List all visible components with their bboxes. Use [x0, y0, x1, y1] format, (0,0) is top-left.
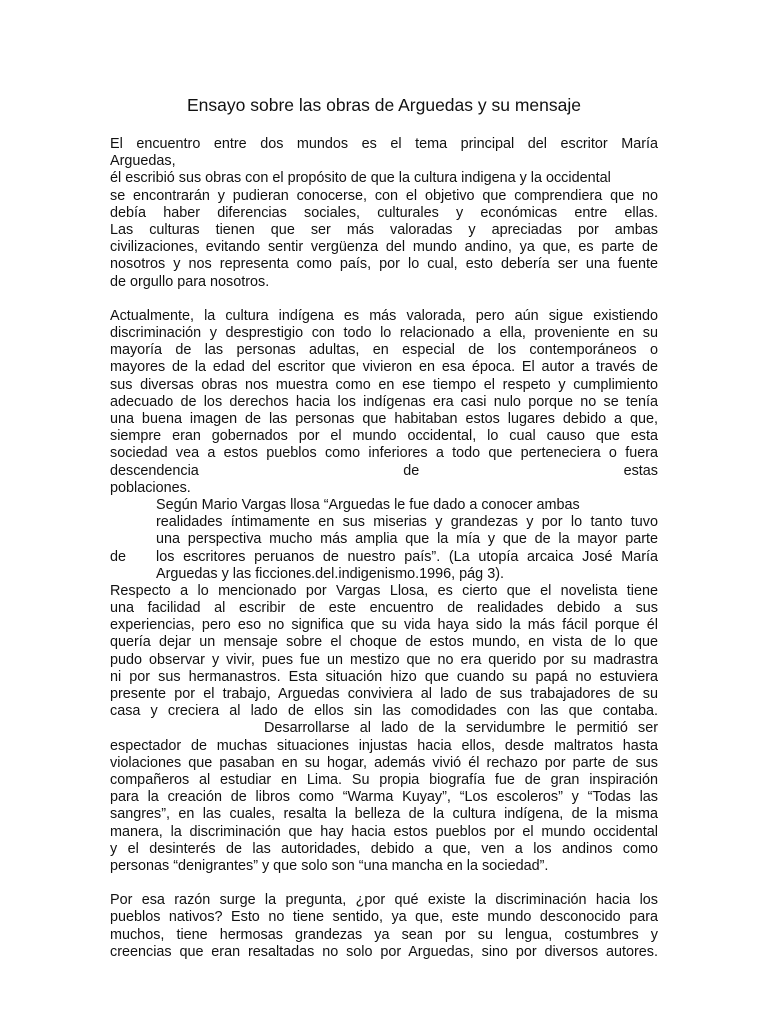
text-line: y el desinterés de las autoridades, debido a que, ven a los andinos como — [110, 840, 658, 857]
text-line: Arguedas y las ficciones.del.indigenismo.1996, pág 3). — [156, 565, 504, 582]
text-line: sangres”, en las cuales, resalta la belleza de la cultura indígena, de la misma — [110, 806, 658, 823]
text-line-prefix: de — [110, 548, 127, 565]
text-line: realidades íntimamente en sus miserias y grandezas y por lo tanto tuvo — [156, 514, 658, 531]
text-line: una perspectiva mucho más amplia que la mía y que de la mayor parte — [156, 531, 658, 548]
text-line: Desarrollarse al lado de la servidumbre le permitió ser — [264, 720, 658, 737]
paragraph-gap — [110, 875, 658, 892]
document-body — [110, 136, 658, 961]
text-line: manera, la discriminación que hay hacia estos pueblos por el mundo occidental — [110, 823, 658, 840]
text-line: presente por el trabajo, Arguedas conviviera al lado de sus trabajadores de su — [110, 686, 658, 702]
text-line: experiencias, pero eso no significa que su vida haya sido la más fácil porque él — [110, 617, 658, 634]
text-line: Actualmente, la cultura indígena es más valorada, pero aún sigue existiendo — [110, 307, 658, 324]
text-line: creencias que eran resaltadas no solo por Arguedas, sino por diversos autores. — [110, 943, 658, 960]
text-line: se encontrarán y pudieran conocerse, con el objetivo que comprendiera que no — [110, 187, 658, 204]
text-line: Las culturas tienen que ser más valoradas y apreciadas por ambas — [110, 221, 658, 238]
text-line: muchos, tiene hermosas grandezas ya sean por su lengua, costumbres y — [110, 926, 658, 943]
text-line: siempre eran gobernados por el mundo occidental, lo cual causo que esta — [110, 428, 658, 445]
text-line: discriminación y desprestigio con todo lo relacionado a ella, proveniente en su — [110, 325, 658, 342]
text-line: ni por sus hermanastros. Esta situación hizo que cuando su papá no estuviera — [110, 668, 658, 685]
text-line: sociedad vea a estos pueblos como inferiores a todo que perteneciera o fuera — [110, 445, 658, 462]
text-line: personas “denigrantes” y que solo son “una mancha en la sociedad”. — [110, 857, 549, 874]
text-line: quería dejar un mensaje sobre el choque de estos mundo, en vista de lo que — [110, 634, 658, 651]
text-line: El encuentro entre dos mundos es el tema principal del escritor María — [110, 136, 658, 152]
text-line: para la creación de libros como “Warma Kuyay”, “Los escoleros” y “Todas las — [110, 789, 658, 806]
text-line: descendencia de estas — [110, 462, 658, 479]
text-line: espectador de muchas situaciones injustas hacia ellos, desde maltratos hasta — [110, 737, 658, 754]
paragraph-gap — [110, 291, 658, 308]
text-line: una buena imagen de las personas que habitaban estos lugares debido a que, — [110, 411, 658, 427]
text-line: compañeros al estudiar en Lima. Su propia biografía fue de gran inspiración — [110, 771, 658, 788]
text-line: Por esa razón surge la pregunta, ¿por qué existe la discriminación hacia los — [110, 892, 658, 909]
text-line: pueblos nativos? Esto no tiene sentido, ya que, este mundo desconocido para — [110, 909, 658, 926]
text-line: casa y creciera al lado de ellos sin las comodidades con las que contaba. — [110, 703, 658, 720]
text-line-content: los escritores peruanos de nuestro país”. (La utopía arcaica José María — [156, 548, 658, 565]
text-line: una facilidad al escribir de este encuentro de realidades debido a sus — [110, 600, 658, 617]
text-line: civilizaciones, evitando sentir vergüenza del mundo andino, ya que, es parte de — [110, 239, 658, 256]
text-line: mayores de la edad del escritor que vivieron en esa época. El autor a través de — [110, 359, 658, 376]
text-line: nosotros y nos representa como país, por lo cual, esto debería ser una fuente — [110, 256, 658, 273]
document-title: Ensayo sobre las obras de Arguedas y su mensaje — [187, 95, 581, 115]
text-line: adecuado de los derechos hacia los indígenas era casi nulo porque no se tenía — [110, 393, 658, 410]
text-line: violaciones que pasaban en su hogar, además vivió él rechazo por parte de sus — [110, 754, 658, 771]
text-line: él escribió sus obras con el propósito de que la cultura indigena y la occidental — [110, 170, 611, 187]
text-line: Respecto a lo mencionado por Vargas Llosa, es cierto que el novelista tiene — [110, 582, 658, 599]
text-line: pudo observar y vivir, pues fue un mestizo que no era querido por su madrastra — [110, 651, 658, 668]
text-line: mayoría de las personas adultas, en especial de los contemporáneos o — [110, 342, 658, 359]
text-line — [110, 549, 658, 566]
text-line: de orgullo para nosotros. — [110, 273, 270, 290]
text-line: sus diversas obras nos muestra como en ese tiempo el respeto y cumplimiento — [110, 376, 658, 393]
text-line: debía haber diferencias sociales, culturales y económicas entre ellas. — [110, 204, 658, 221]
text-line: poblaciones. — [110, 479, 191, 496]
text-line: Arguedas, — [110, 153, 176, 170]
text-line: Según Mario Vargas llosa “Arguedas le fue dado a conocer ambas — [156, 496, 580, 513]
